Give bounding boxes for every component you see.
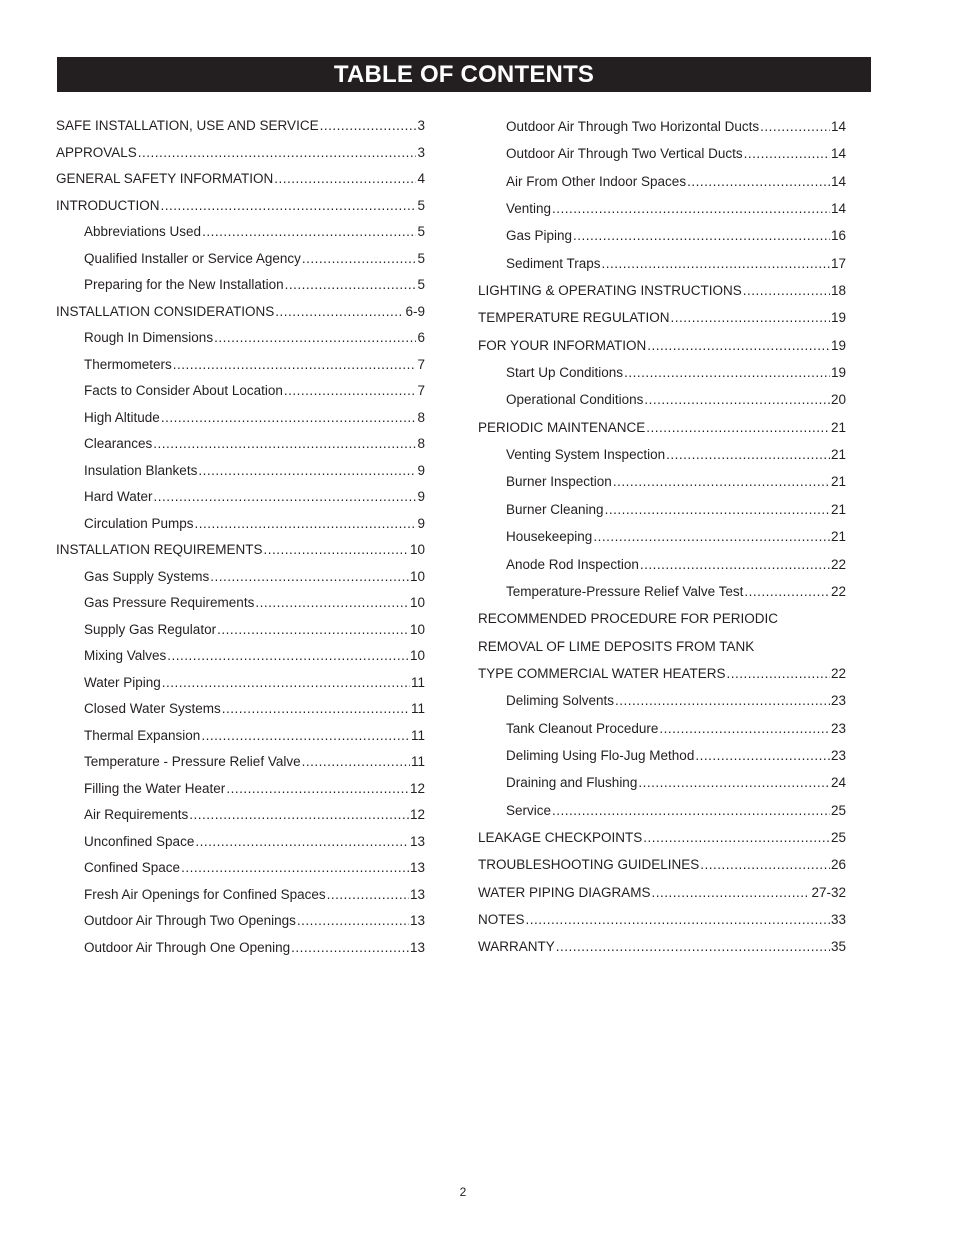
dot-leader — [198, 458, 416, 485]
toc-entry-label: Water Piping — [84, 674, 161, 690]
toc-entry[interactable] — [56, 882, 425, 909]
toc-entry[interactable] — [56, 166, 425, 193]
toc-entry-label: Closed Water Systems — [84, 701, 221, 716]
toc-entry-page: 22 — [830, 665, 846, 681]
toc-entry-page: 5 — [417, 277, 425, 292]
toc-entry-page: 19 — [830, 310, 846, 326]
dot-leader — [181, 855, 409, 882]
toc-entry-page: 9 — [417, 489, 425, 504]
toc-entry-page: 13 — [409, 913, 425, 928]
toc-entry-page: 13 — [409, 886, 425, 902]
toc-entry-page: 21 — [830, 474, 846, 490]
toc-entry[interactable] — [56, 723, 425, 750]
dot-leader — [297, 908, 409, 935]
toc-entry[interactable] — [478, 250, 846, 277]
dot-leader — [138, 140, 417, 167]
toc-entry-label: NOTES — [478, 911, 525, 927]
toc-entry-page: 33 — [830, 911, 846, 927]
toc-entry-page: 13 — [409, 833, 425, 849]
toc-entry-label: Gas Piping — [506, 228, 573, 244]
toc-entry-label: Insulation Blankets — [84, 462, 198, 478]
toc-entry-page: 19 — [830, 337, 846, 353]
dot-leader — [274, 166, 416, 193]
toc-entry-label: INTRODUCTION — [56, 197, 160, 213]
toc-entry[interactable] — [478, 414, 846, 441]
toc-entry-label: Unconfined Space — [84, 833, 195, 849]
toc-entry-page: 22 — [830, 583, 846, 599]
toc-entry-label: Thermal Expansion — [84, 727, 201, 743]
toc-entry-label: Burner Cleaning — [506, 501, 604, 517]
toc-entry-page: 8 — [417, 436, 425, 451]
toc-entry-page: 7 — [417, 356, 425, 372]
toc-entry-label: Supply Gas Regulator — [84, 621, 217, 637]
dot-leader — [154, 484, 417, 511]
toc-entry-page: 9 — [417, 515, 425, 531]
toc-entry[interactable] — [56, 140, 425, 167]
toc-entry-label: FOR YOUR INFORMATION — [478, 337, 647, 353]
dot-leader — [264, 537, 409, 564]
toc-entry-page: 14 — [830, 146, 846, 162]
toc-entry-page: 13 — [409, 939, 425, 955]
toc-entry-page: 3 — [417, 118, 425, 133]
toc-entry-page: 18 — [830, 283, 846, 299]
toc-entry-label: Fresh Air Openings for Confined Spaces — [84, 886, 326, 902]
dot-leader — [743, 277, 830, 304]
dot-leader — [275, 299, 404, 326]
toc-entry-label: Start Up Conditions — [506, 365, 624, 381]
dot-leader — [526, 906, 830, 933]
toc-entry[interactable] — [478, 304, 846, 331]
dot-leader — [201, 723, 410, 750]
toc-entry-label: Anode Rod Inspection — [506, 556, 639, 572]
toc-entry-page: 11 — [410, 674, 425, 690]
toc-entry[interactable] — [478, 605, 846, 632]
toc-entry-label: TYPE COMMERCIAL WATER HEATERS — [478, 665, 726, 681]
dot-leader — [624, 359, 830, 386]
toc-entry-label: SAFE INSTALLATION, USE AND SERVICE — [56, 118, 319, 133]
dot-leader — [284, 378, 417, 405]
toc-entry[interactable] — [478, 195, 846, 222]
dot-leader — [646, 414, 830, 441]
toc-entry-page: 10 — [409, 648, 425, 663]
toc-entry[interactable] — [56, 617, 425, 644]
toc-entry-page: 23 — [830, 747, 846, 763]
dot-leader — [226, 776, 409, 803]
dot-leader — [760, 113, 830, 140]
toc-entry[interactable] — [56, 272, 425, 299]
toc-entry[interactable] — [478, 496, 846, 523]
toc-entry[interactable] — [478, 168, 846, 195]
toc-entry-label: Draining and Flushing — [506, 775, 638, 791]
toc-entry-label: Air From Other Indoor Spaces — [506, 173, 687, 189]
page-number: 2 — [459, 1185, 467, 1199]
toc-entry[interactable] — [56, 299, 425, 326]
toc-entry-page: 21 — [830, 419, 846, 435]
toc-entry-page: 6 — [417, 330, 425, 345]
dot-leader — [327, 882, 409, 909]
toc-entry[interactable] — [478, 113, 846, 140]
toc-entry-label: Air Requirements — [84, 807, 189, 822]
dot-leader — [217, 617, 409, 644]
toc-entry[interactable] — [478, 851, 846, 878]
dot-leader — [161, 405, 417, 432]
toc-entry[interactable] — [56, 696, 425, 723]
toc-entry-page: 11 — [410, 701, 425, 716]
toc-entry[interactable] — [478, 824, 846, 851]
toc-entry-label: Venting System Inspection — [506, 447, 666, 463]
toc-entry[interactable] — [56, 564, 425, 591]
toc-entry-page: 4 — [417, 171, 425, 186]
toc-entry-label: Qualified Installer or Service Agency — [84, 250, 301, 266]
toc-entry[interactable] — [56, 219, 425, 246]
dot-leader — [744, 140, 830, 167]
toc-entry-page: 10 — [409, 595, 425, 610]
toc-entry-label: LIGHTING & OPERATING INSTRUCTIONS — [478, 283, 742, 299]
toc-entry[interactable] — [56, 802, 425, 829]
toc-entry-page: 26 — [830, 857, 846, 873]
toc-entry[interactable] — [478, 906, 846, 933]
toc-entry-label: High Altitude — [84, 409, 160, 425]
toc-entry[interactable] — [56, 829, 425, 856]
toc-entry[interactable] — [478, 933, 846, 960]
toc-entry-label: Sediment Traps — [506, 255, 601, 271]
toc-entry[interactable] — [478, 468, 846, 495]
toc-entry-label: WARRANTY — [478, 939, 555, 955]
toc-entry-page: 7 — [417, 383, 425, 398]
toc-entry[interactable] — [56, 908, 425, 935]
toc-entry[interactable] — [478, 441, 846, 468]
dot-leader — [173, 352, 417, 379]
dot-leader — [162, 670, 410, 697]
toc-entry-label: Abbreviations Used — [84, 224, 202, 239]
toc-entry[interactable] — [56, 352, 425, 379]
toc-entry[interactable] — [478, 715, 846, 742]
toc-entry-label: Outdoor Air Through Two Vertical Ducts — [506, 146, 743, 162]
toc-entry-page: 19 — [830, 365, 846, 381]
dot-leader — [195, 829, 409, 856]
dot-leader — [666, 441, 830, 468]
dot-leader — [214, 325, 416, 352]
toc-title-bar — [57, 57, 871, 92]
toc-entry-label: Circulation Pumps — [84, 515, 194, 531]
toc-entry[interactable] — [56, 378, 425, 405]
toc-entry-label: Outdoor Air Through Two Horizontal Ducts — [506, 119, 760, 134]
dot-leader — [613, 468, 830, 495]
toc-entry-page: 13 — [409, 860, 425, 875]
toc-entry-page: 11 — [410, 727, 425, 743]
toc-entry[interactable] — [478, 386, 846, 413]
dot-leader — [210, 564, 409, 591]
toc-entry[interactable] — [56, 431, 425, 458]
toc-entry[interactable] — [478, 277, 846, 304]
toc-entry-page: 14 — [830, 173, 846, 189]
dot-leader — [552, 797, 830, 824]
dot-leader — [605, 496, 830, 523]
toc-entry-label: Thermometers — [84, 356, 172, 372]
toc-entry[interactable] — [56, 113, 425, 140]
toc-entry-page: 5 — [417, 224, 425, 239]
toc-entry[interactable] — [478, 633, 846, 660]
toc-entry-label: PERIODIC MAINTENANCE — [478, 419, 646, 435]
toc-entry[interactable] — [56, 484, 425, 511]
toc-entry[interactable] — [478, 660, 846, 687]
dot-leader — [167, 643, 409, 670]
toc-entry[interactable] — [56, 670, 425, 697]
dot-leader — [643, 824, 830, 851]
toc-entry[interactable] — [478, 140, 846, 167]
toc-entry[interactable] — [56, 246, 425, 273]
dot-leader — [727, 660, 830, 687]
toc-entry-page: 23 — [830, 720, 846, 736]
toc-entry-page: 25 — [830, 802, 846, 818]
toc-entry-page: 14 — [830, 119, 846, 134]
dot-leader — [647, 332, 830, 359]
toc-entry[interactable] — [478, 523, 846, 550]
dot-leader — [189, 802, 409, 829]
toc-entry-label: Facts to Consider About Location — [84, 383, 283, 398]
toc-entry[interactable] — [478, 879, 846, 906]
toc-entry[interactable] — [478, 742, 846, 769]
toc-entry-page: 3 — [417, 144, 425, 160]
toc-entry[interactable] — [56, 643, 425, 670]
dot-leader — [644, 386, 830, 413]
toc-entry-page: 21 — [830, 447, 846, 463]
dot-leader — [602, 250, 830, 277]
toc-entry-label: Hard Water — [84, 489, 153, 504]
dot-leader — [615, 687, 830, 714]
toc-entry-page: 6-9 — [405, 303, 425, 319]
dot-leader — [652, 879, 811, 906]
toc-entry[interactable] — [478, 332, 846, 359]
toc-entry-page: 17 — [830, 255, 846, 271]
toc-entry-label: Operational Conditions — [506, 392, 644, 408]
toc-entry[interactable] — [56, 511, 425, 538]
toc-entry-page: 25 — [830, 829, 846, 845]
dot-leader — [671, 304, 830, 331]
toc-entry-page: 12 — [409, 780, 425, 796]
dot-leader — [302, 246, 417, 273]
toc-entry-label: Confined Space — [84, 860, 181, 875]
dot-leader — [593, 523, 830, 550]
dot-leader — [153, 431, 416, 458]
toc-entry-page: 16 — [830, 228, 846, 244]
toc-entry-page: 27-32 — [811, 884, 846, 900]
toc-entry-page: 5 — [417, 197, 425, 213]
dot-leader — [320, 113, 417, 140]
toc-left-column — [56, 113, 425, 961]
toc-entry-label: Outdoor Air Through Two Openings — [84, 913, 296, 928]
toc-entry[interactable] — [56, 325, 425, 352]
toc-entry-page: 10 — [409, 542, 425, 557]
toc-entry-label: Deliming Using Flo-Jug Method — [506, 747, 695, 763]
dot-leader — [285, 272, 417, 299]
toc-entry-label: APPROVALS — [56, 144, 137, 160]
toc-entry-page: 5 — [417, 250, 425, 266]
toc-entry-page: 21 — [830, 501, 846, 517]
dot-leader — [659, 715, 830, 742]
dot-leader — [255, 590, 409, 617]
dot-leader — [161, 193, 417, 220]
toc-entry-label: Venting — [506, 201, 552, 217]
dot-leader — [573, 222, 830, 249]
toc-entry-page: 10 — [409, 621, 425, 637]
toc-entry-label: Rough In Dimensions — [84, 330, 214, 345]
toc-entry-label: Burner Inspection — [506, 474, 612, 490]
dot-leader — [640, 551, 830, 578]
toc-entry-label: Outdoor Air Through One Opening — [84, 939, 291, 955]
toc-entry[interactable] — [56, 405, 425, 432]
dot-leader — [687, 168, 830, 195]
toc-entry-label: INSTALLATION CONSIDERATIONS — [56, 303, 275, 319]
toc-entry-label: Tank Cleanout Procedure — [506, 720, 659, 736]
toc-entry-page: 23 — [830, 693, 846, 709]
toc-entry-page: 8 — [417, 409, 425, 425]
toc-entry-page: 21 — [830, 529, 846, 545]
toc-entry-label: INSTALLATION REQUIREMENTS — [56, 542, 263, 557]
toc-entry-page: 22 — [830, 556, 846, 572]
dot-leader — [195, 511, 417, 538]
toc-entry-label: Gas Supply Systems — [84, 568, 210, 584]
toc-entry-page: 9 — [417, 462, 425, 478]
dot-leader — [552, 195, 830, 222]
toc-entry-page: 20 — [830, 392, 846, 408]
toc-entry-label: TEMPERATURE REGULATION — [478, 310, 670, 326]
dot-leader — [222, 696, 410, 723]
toc-entry-label: Mixing Valves — [84, 648, 167, 663]
dot-leader — [302, 749, 410, 776]
toc-entry[interactable] — [478, 359, 846, 386]
toc-entry[interactable] — [478, 797, 846, 824]
toc-entry[interactable] — [478, 687, 846, 714]
toc-entry-label: Housekeeping — [506, 529, 593, 545]
toc-entry[interactable] — [56, 749, 425, 776]
toc-entry[interactable] — [56, 935, 425, 962]
toc-entry-label: Temperature-Pressure Relief Valve Test — [506, 583, 744, 599]
toc-entry[interactable] — [478, 551, 846, 578]
toc-entry-label: Service — [506, 802, 552, 818]
toc-entry-label: Preparing for the New Installation — [84, 277, 284, 292]
toc-entry-label: Clearances — [84, 436, 153, 451]
toc-entry-label: REMOVAL OF LIME DEPOSITS FROM TANK — [478, 638, 755, 654]
toc-entry-label: TROUBLESHOOTING GUIDELINES — [478, 857, 700, 873]
dot-leader — [202, 219, 416, 246]
dot-leader — [556, 933, 830, 960]
page-title: TABLE OF CONTENTS — [333, 61, 595, 88]
dot-leader — [638, 769, 830, 796]
dot-leader — [744, 578, 830, 605]
toc-entry-page: 12 — [409, 807, 425, 822]
dot-leader — [695, 742, 830, 769]
toc-entry-label: RECOMMENDED PROCEDURE FOR PERIODIC — [478, 611, 779, 627]
toc-entry[interactable] — [478, 222, 846, 249]
toc-entry-label: WATER PIPING DIAGRAMS — [478, 884, 651, 900]
toc-entry[interactable] — [56, 537, 425, 564]
dot-leader — [700, 851, 830, 878]
toc-entry-label: Temperature - Pressure Relief Valve — [84, 754, 301, 769]
toc-right-column — [478, 113, 846, 961]
toc-entry[interactable] — [56, 776, 425, 803]
toc-entry[interactable] — [56, 458, 425, 485]
toc-entry[interactable] — [56, 855, 425, 882]
toc-entry-page: 10 — [409, 568, 425, 584]
toc-entry-page: 11 — [410, 754, 425, 769]
toc-entry[interactable] — [478, 578, 846, 605]
toc-entry-label: LEAKAGE CHECKPOINTS — [478, 829, 643, 845]
dot-leader — [291, 935, 409, 962]
toc-entry[interactable] — [56, 193, 425, 220]
toc-entry-page: 24 — [830, 775, 846, 791]
toc-entry-label: GENERAL SAFETY INFORMATION — [56, 171, 274, 186]
toc-entry-page: 35 — [830, 939, 846, 955]
toc-entry-label: Deliming Solvents — [506, 693, 615, 709]
toc-entry[interactable] — [56, 590, 425, 617]
toc-entry-page: 14 — [830, 201, 846, 217]
toc-entry-label: Gas Pressure Requirements — [84, 595, 255, 610]
toc-entry-label: Filling the Water Heater — [84, 780, 226, 796]
toc-entry[interactable] — [478, 769, 846, 796]
